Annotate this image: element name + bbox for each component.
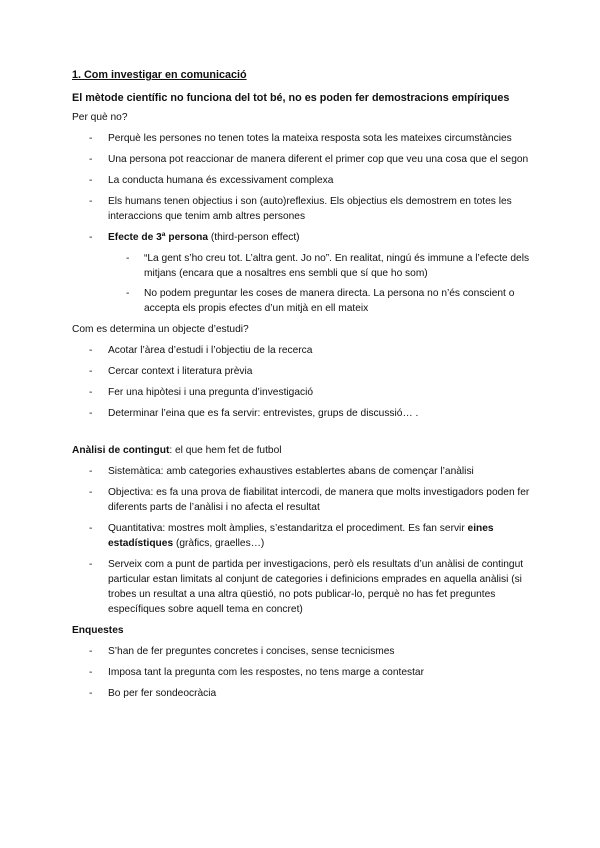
section-title: 1. Com investigar en comunicació xyxy=(72,69,247,81)
why-not-intro: Per què no? xyxy=(72,112,128,123)
list-item: - Fer una hipòtesi i una pregunta d’investigació xyxy=(89,387,314,398)
list-item: - Quantitativa: mostres molt àmplies, s’estandaritza el procediment. Es fan servir eines estadístiques (gràfics, graelles…) xyxy=(89,523,494,549)
list-item: - Imposa tant la pregunta com les respostes, no tens marge a contestar xyxy=(89,667,424,678)
list-item: - Sistemàtica: amb categories exhaustives establertes abans de començar l’anàlisi xyxy=(89,466,474,477)
document-page xyxy=(72,68,532,707)
why-not-list xyxy=(72,131,532,316)
list-item: - S’han de fer preguntes concretes i concises, sense tecnicismes xyxy=(89,646,395,657)
list-item: - Objectiva: es fa una prova de fiabilitat intercodi, de manera que molts investigadors poden fer diferents parts de l’anàlisi i no afecta el resultat xyxy=(89,487,530,513)
surveys-heading: Enquestes xyxy=(72,625,124,636)
content-analysis-heading: Anàlisi de contingut: el que hem fet de futbol xyxy=(72,445,282,456)
spacer xyxy=(72,427,532,443)
third-person-label: Efecte de 3ª persona xyxy=(108,232,209,243)
content-analysis-list xyxy=(72,464,532,617)
object-intro: Com es determina un objecte d’estudi? xyxy=(72,324,249,335)
list-item: - Bo per fer sondeocràcia xyxy=(89,688,217,699)
list-item: - Acotar l’àrea d’estudi i l’objectiu de la recerca xyxy=(89,345,313,356)
surveys-list xyxy=(72,644,532,701)
list-item: - Determinar l’eina que es fa servir: entrevistes, grups de discussió… . xyxy=(89,408,419,419)
list-item: - Els humans tenen objectius i son (auto)reflexius. Els objectius els demostrem en totes les interaccions que tenim amb altres persones xyxy=(89,196,512,222)
list-item: - Una persona pot reaccionar de manera diferent el primer cop que veu una cosa que el segon xyxy=(89,154,529,165)
object-list xyxy=(72,343,532,421)
sub-list-item: - No podem preguntar les coses de manera directa. La persona no n’és conscient o accepta els propis efectes d’un mitjà en ell mateix xyxy=(126,288,515,314)
section-subtitle: El mètode científic no funciona del tot bé, no es poden fer demostracions empíriques xyxy=(72,92,510,104)
third-person-sublist xyxy=(108,251,532,316)
list-item-third-person-effect: - Efecte de 3ª persona (third-person effect) - “La gent s’ho creu tot. L’altra gent. Jo no”. En realitat, ningú és immune a l’efecte dels mitjans (encara que a nosaltres ens sembli que sí que ho som) - No podem preguntar les coses de manera directa. La persona no n’és conscient o accepta els propis efectes d’un mitjà en ell mateix xyxy=(72,230,532,316)
list-item: - Perquè les persones no tenen totes la mateixa resposta sota les mateixes circumstàncies xyxy=(89,133,512,144)
list-item: - Cercar context i literatura prèvia xyxy=(89,366,253,377)
list-item: - Serveix com a punt de partida per investigacions, però els resultats d’un anàlisi de contingut particular estan limitats al conjunt de categories i definicions emprades en aquella anàlisi (si trobes un resultat a una altra qüestió, no pots publicar-lo, perquè no has fet preguntes específiques sobre aquell tema en concret) xyxy=(89,559,524,615)
list-item: - La conducta humana és excessivament complexa xyxy=(89,175,334,186)
sub-list-item: - “La gent s’ho creu tot. L’altra gent. Jo no”. En realitat, ningú és immune a l’efecte dels mitjans (encara que a nosaltres ens sembli que sí que ho som) xyxy=(126,253,530,279)
